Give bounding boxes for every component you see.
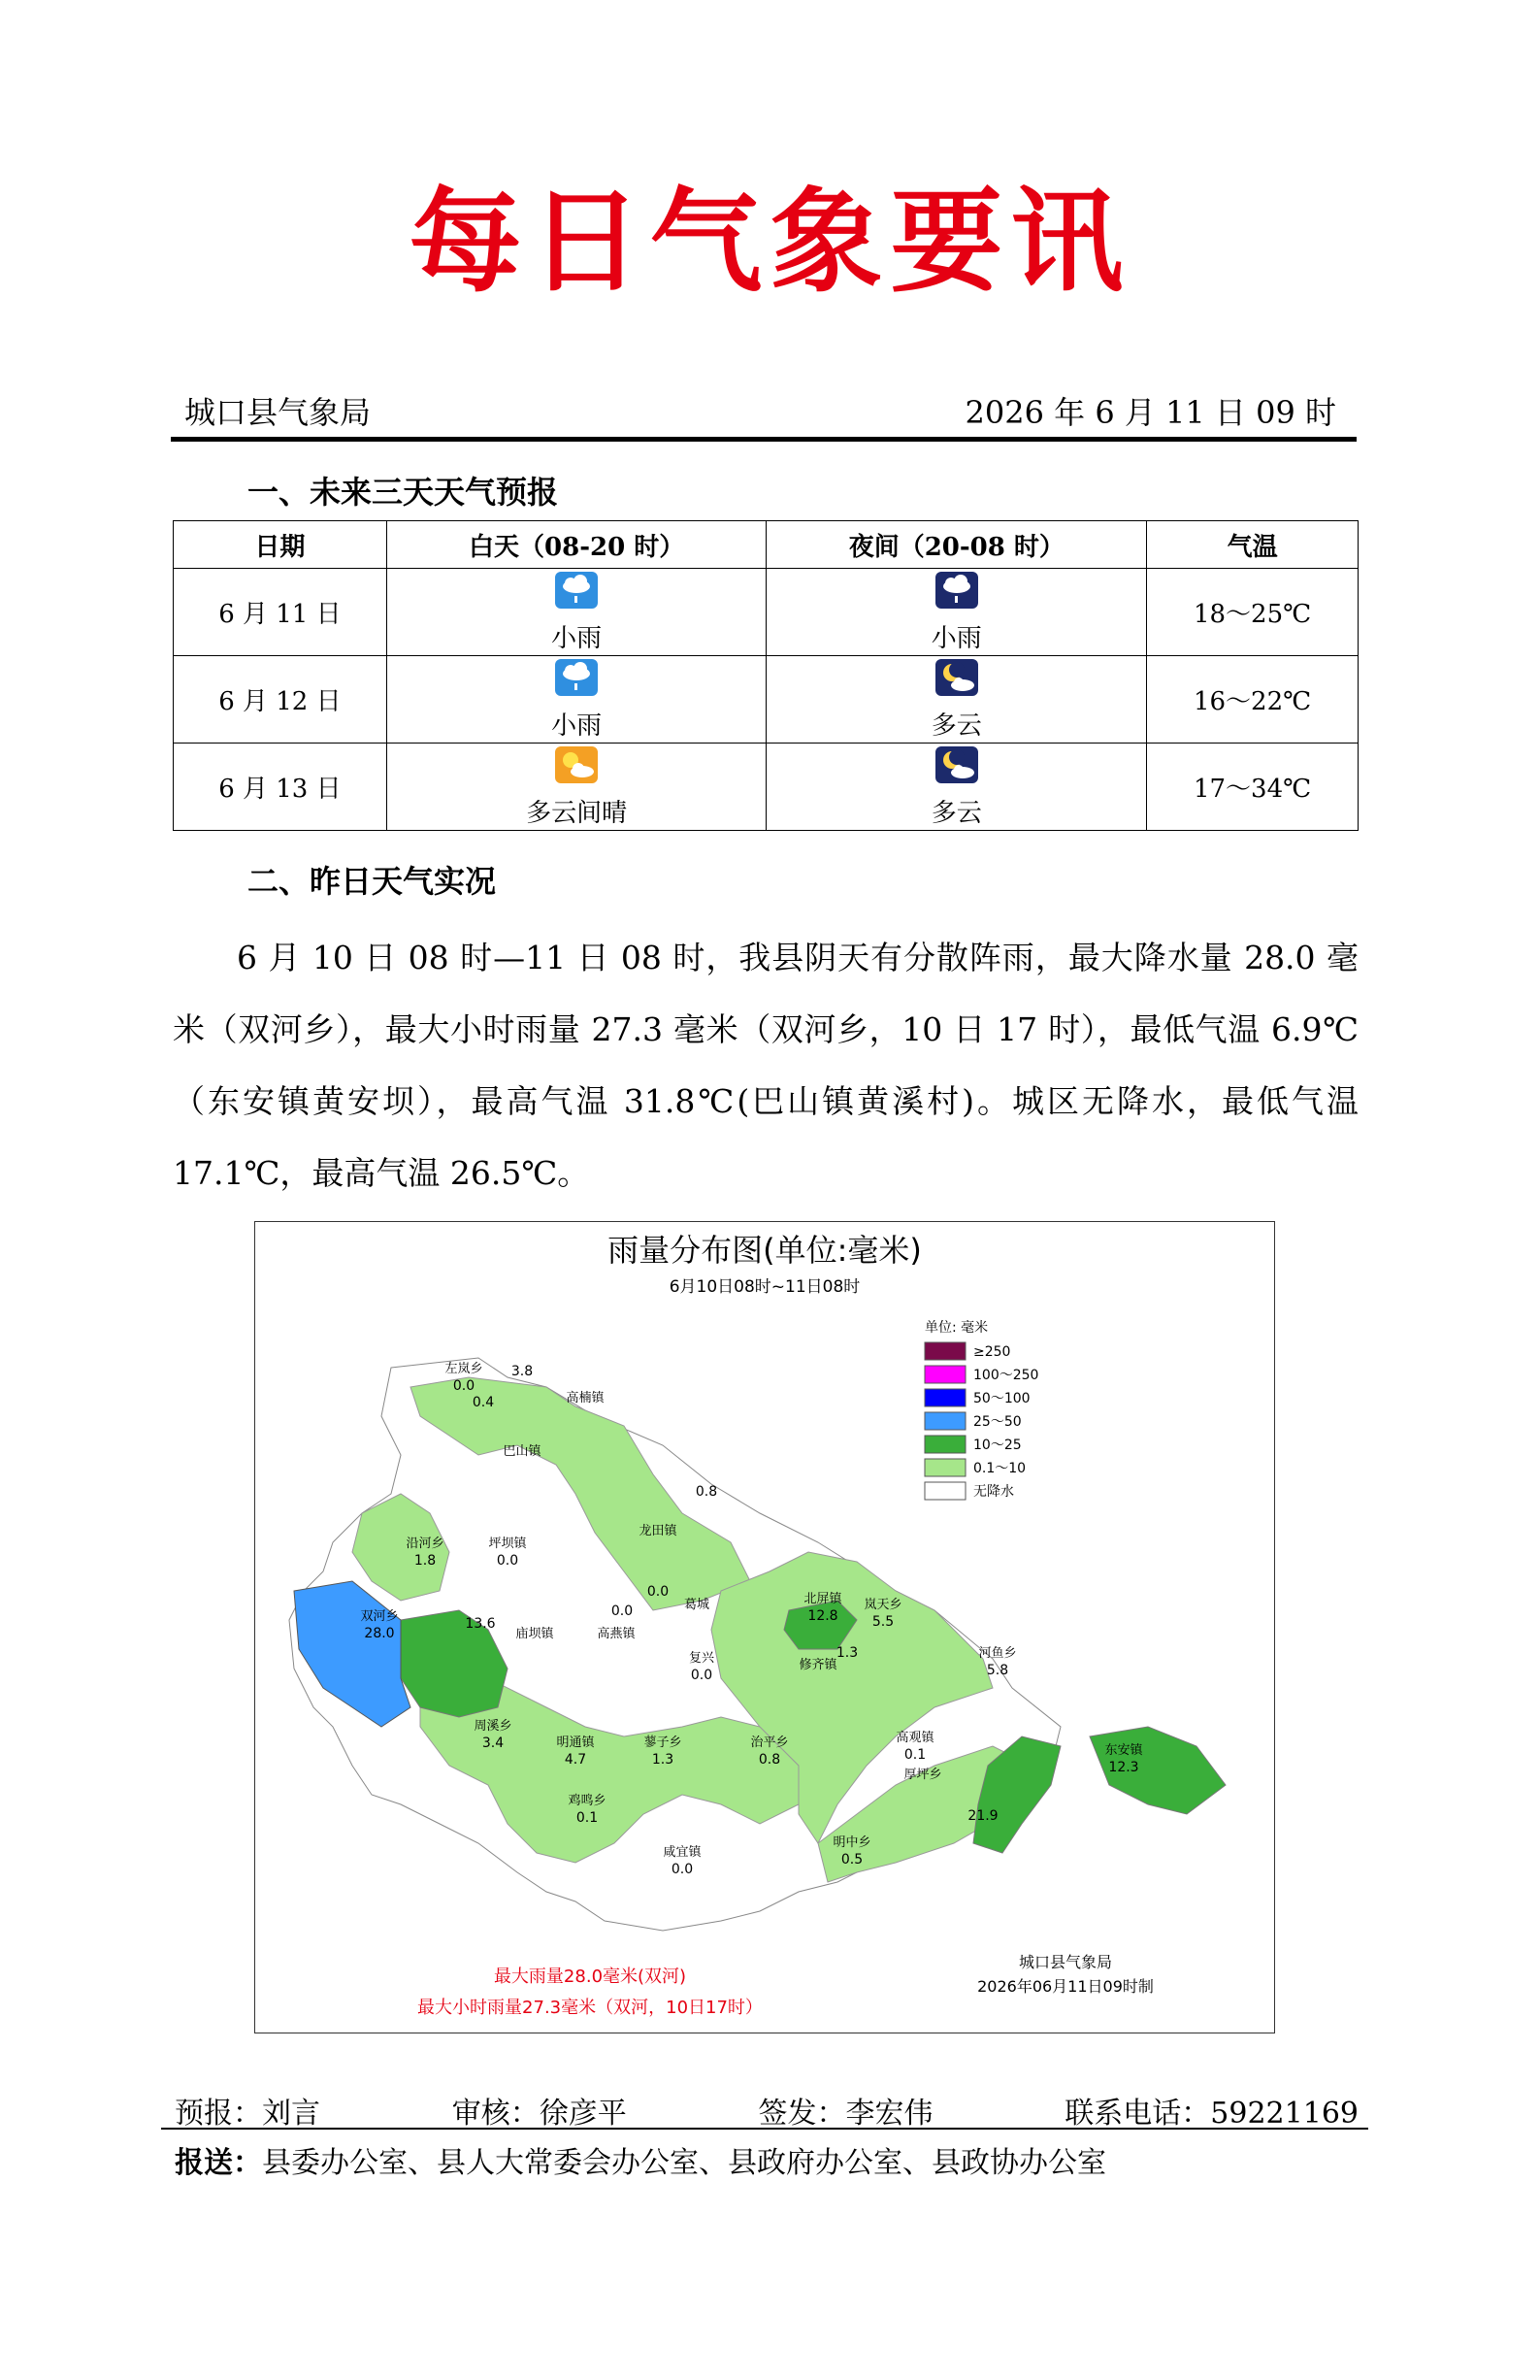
footer-divider [161,2128,1368,2130]
legend-label: 50～100 [973,1391,1031,1406]
col-temp-header: 气温 [1147,521,1359,569]
region-name-label: 巴山镇 [503,1444,541,1459]
forecast-date: 6 月 13 日 [174,744,387,831]
header-divider [171,437,1357,442]
forecast-night-cell [767,656,1147,744]
region-name-label: 葛城 [683,1598,710,1612]
forecast-night-weather: 小雨 [931,623,982,653]
rainfall-value-label: 13.6 [465,1616,496,1632]
night-cloudy-icon [934,745,980,791]
night-rain-icon [934,571,980,616]
col-day-header: 白天（08-20 时） [386,521,767,569]
legend-label: 无降水 [973,1484,1014,1500]
observation-heading: 二、昨日天气实况 [247,863,497,900]
region-name-label: 沿河乡 [406,1537,444,1551]
forecast-row [174,744,1359,831]
forecast-heading: 一、未来三天天气预报 [247,474,559,511]
forecast-row [174,656,1359,744]
rainfall-value-label: 0.8 [758,1752,781,1768]
rainfall-value-label: 0.0 [646,1584,670,1600]
forecast-day-cell [386,569,767,656]
region-name-label: 左岚乡 [444,1362,483,1376]
forecast-date: 6 月 12 日 [174,656,387,744]
rainfall-value-label: 0.0 [452,1378,475,1394]
region-name-label: 坪坝镇 [488,1537,527,1551]
region-name-label: 河鱼乡 [978,1646,1017,1661]
legend-label: 100～250 [973,1368,1039,1383]
rainfall-value-label: 4.7 [564,1752,587,1768]
region-name-label: 庙坝镇 [515,1627,554,1641]
rainfall-value-label: 0.1 [575,1810,599,1826]
legend-swatch [925,1436,966,1453]
region-name-label: 蓼子乡 [643,1735,682,1750]
forecast-night-weather: 多云 [931,711,982,741]
map-producer: 城口县气象局 [1018,1953,1113,1971]
region-name-label: 北屏镇 [803,1592,842,1606]
legend-label: 0.1～10 [973,1461,1027,1476]
rainfall-map-canvas [255,1222,1274,2033]
forecast-day-cell [386,744,767,831]
region-name-label: 高燕镇 [597,1627,636,1641]
footer-signatures [175,2089,1359,2132]
partly-sunny-icon [553,745,600,791]
region-name-label: 咸宜镇 [663,1845,702,1860]
col-night-header: 夜间（20-08 时） [767,521,1147,569]
legend-label: 10～25 [973,1438,1022,1453]
rainfall-value-label: 0.5 [840,1852,864,1868]
rain-icon [553,571,600,616]
rainfall-value-label: 3.8 [510,1364,534,1379]
region-name-label: 高观镇 [896,1731,934,1745]
forecast-night-weather: 多云 [931,798,982,828]
region-name-label: 明中乡 [833,1835,871,1850]
region-name-label: 修齐镇 [799,1658,837,1672]
rainfall-value-label: 0.0 [496,1553,519,1569]
region-name-label: 双河乡 [360,1609,399,1624]
rainfall-value-label: 1.3 [651,1752,674,1768]
observation-text: 6 月 10 日 08 时—11 日 08 时，我县阴天有分散阵雨，最大降水量 28.0 毫米（双河乡），最大小时雨量 27.3 毫米（双河乡，10 日 17 时），最低气温 6.9℃（东安镇黄安坝），最高气温 31.8℃(巴山镇黄溪村)。城区无降水，最低气温 17.1℃，最高气温 26.5℃。 [173,939,1359,1192]
issue-date: 2026 年 6 月 11 日 09 时 [965,394,1336,431]
rainfall-value-label: 1.8 [413,1553,437,1569]
rainfall-value-label: 0.4 [472,1395,495,1410]
region-name-label: 治平乡 [750,1735,789,1750]
legend-swatch [925,1366,966,1383]
legend-label: 25～50 [973,1414,1022,1430]
forecast-day-weather: 多云间晴 [526,798,628,828]
region-name-label: 鸡鸣乡 [568,1794,606,1808]
region-name-label: 龙田镇 [639,1524,677,1538]
forecast-night-cell [767,744,1147,831]
forecast-temp: 17～34℃ [1147,744,1359,831]
issuer-name: 城口县气象局 [184,394,372,431]
forecaster: 预报：刘言 [175,2097,320,2131]
forecast-temp: 18～25℃ [1147,569,1359,656]
forecast-temp: 16～22℃ [1147,656,1359,744]
rainfall-map [254,1221,1275,2033]
legend-swatch [925,1342,966,1360]
legend-swatch [925,1459,966,1476]
region-name-label: 东安镇 [1104,1743,1143,1758]
region-name-label: 厚坪乡 [903,1768,942,1782]
rainfall-value-label: 12.8 [807,1608,838,1624]
map-produced-time: 2026年06月11日09时制 [977,1977,1154,1996]
legend-swatch [925,1482,966,1500]
rainfall-value-label: 0.0 [610,1603,634,1619]
rainfall-value-label: 28.0 [364,1626,395,1641]
map-subtitle: 6月10日08时~11日08时 [669,1277,861,1297]
rainfall-value-label: 5.8 [986,1663,1009,1678]
reviewer: 审核：徐彦平 [451,2097,627,2131]
legend-swatch [925,1389,966,1406]
distribution-list: 县委办公室、县人大常委会办公室、县政府办公室、县政协办公室 [262,2146,1106,2180]
rainfall-value-label: 12.3 [1108,1760,1139,1775]
rainfall-value-label: 3.4 [481,1735,505,1751]
region-name-label: 周溪乡 [474,1719,512,1734]
rainfall-value-label: 0.8 [695,1484,718,1500]
forecast-row [174,569,1359,656]
forecast-date: 6 月 11 日 [174,569,387,656]
region-name-label: 岚天乡 [864,1598,902,1612]
max-hourly-note: 最大小时雨量27.3毫米（双河，10日17时） [417,1998,763,2018]
forecast-day-cell [386,656,767,744]
forecast-day-weather: 小雨 [551,623,603,653]
distribution-line [175,2138,1106,2181]
rainfall-value-label: 1.3 [836,1645,859,1661]
contact-phone: 联系电话：59221169 [1065,2097,1359,2131]
region-name-label: 明通镇 [556,1735,595,1750]
legend-title: 单位: 毫米 [925,1320,989,1336]
rain-icon [553,658,600,704]
night-cloudy-icon [934,658,980,704]
map-legend [925,1342,1038,1500]
col-date-header: 日期 [174,521,387,569]
forecast-day-weather: 小雨 [551,711,603,741]
rainfall-value-label: 21.9 [967,1808,999,1824]
rainfall-value-label: 0.1 [903,1747,927,1763]
document-title: 每日气象要讯 [409,177,1131,308]
region-name-label: 复兴 [688,1651,715,1666]
rainfall-value-label: 5.5 [871,1614,895,1630]
forecast-table [173,520,1359,831]
rainfall-value-label: 0.0 [671,1862,694,1877]
region-name-label: 高楠镇 [566,1391,605,1405]
signer: 签发：李宏伟 [758,2097,934,2131]
rainfall-value-label: 0.0 [690,1668,713,1683]
max-rain-note: 最大雨量28.0毫米(双河) [493,1967,687,1987]
legend-swatch [925,1412,966,1430]
distribution-label: 报送： [175,2146,262,2180]
forecast-night-cell [767,569,1147,656]
map-title: 雨量分布图(单位:毫米) [607,1232,922,1269]
legend-label: ≥250 [973,1344,1011,1360]
forecast-header-row [174,521,1359,569]
